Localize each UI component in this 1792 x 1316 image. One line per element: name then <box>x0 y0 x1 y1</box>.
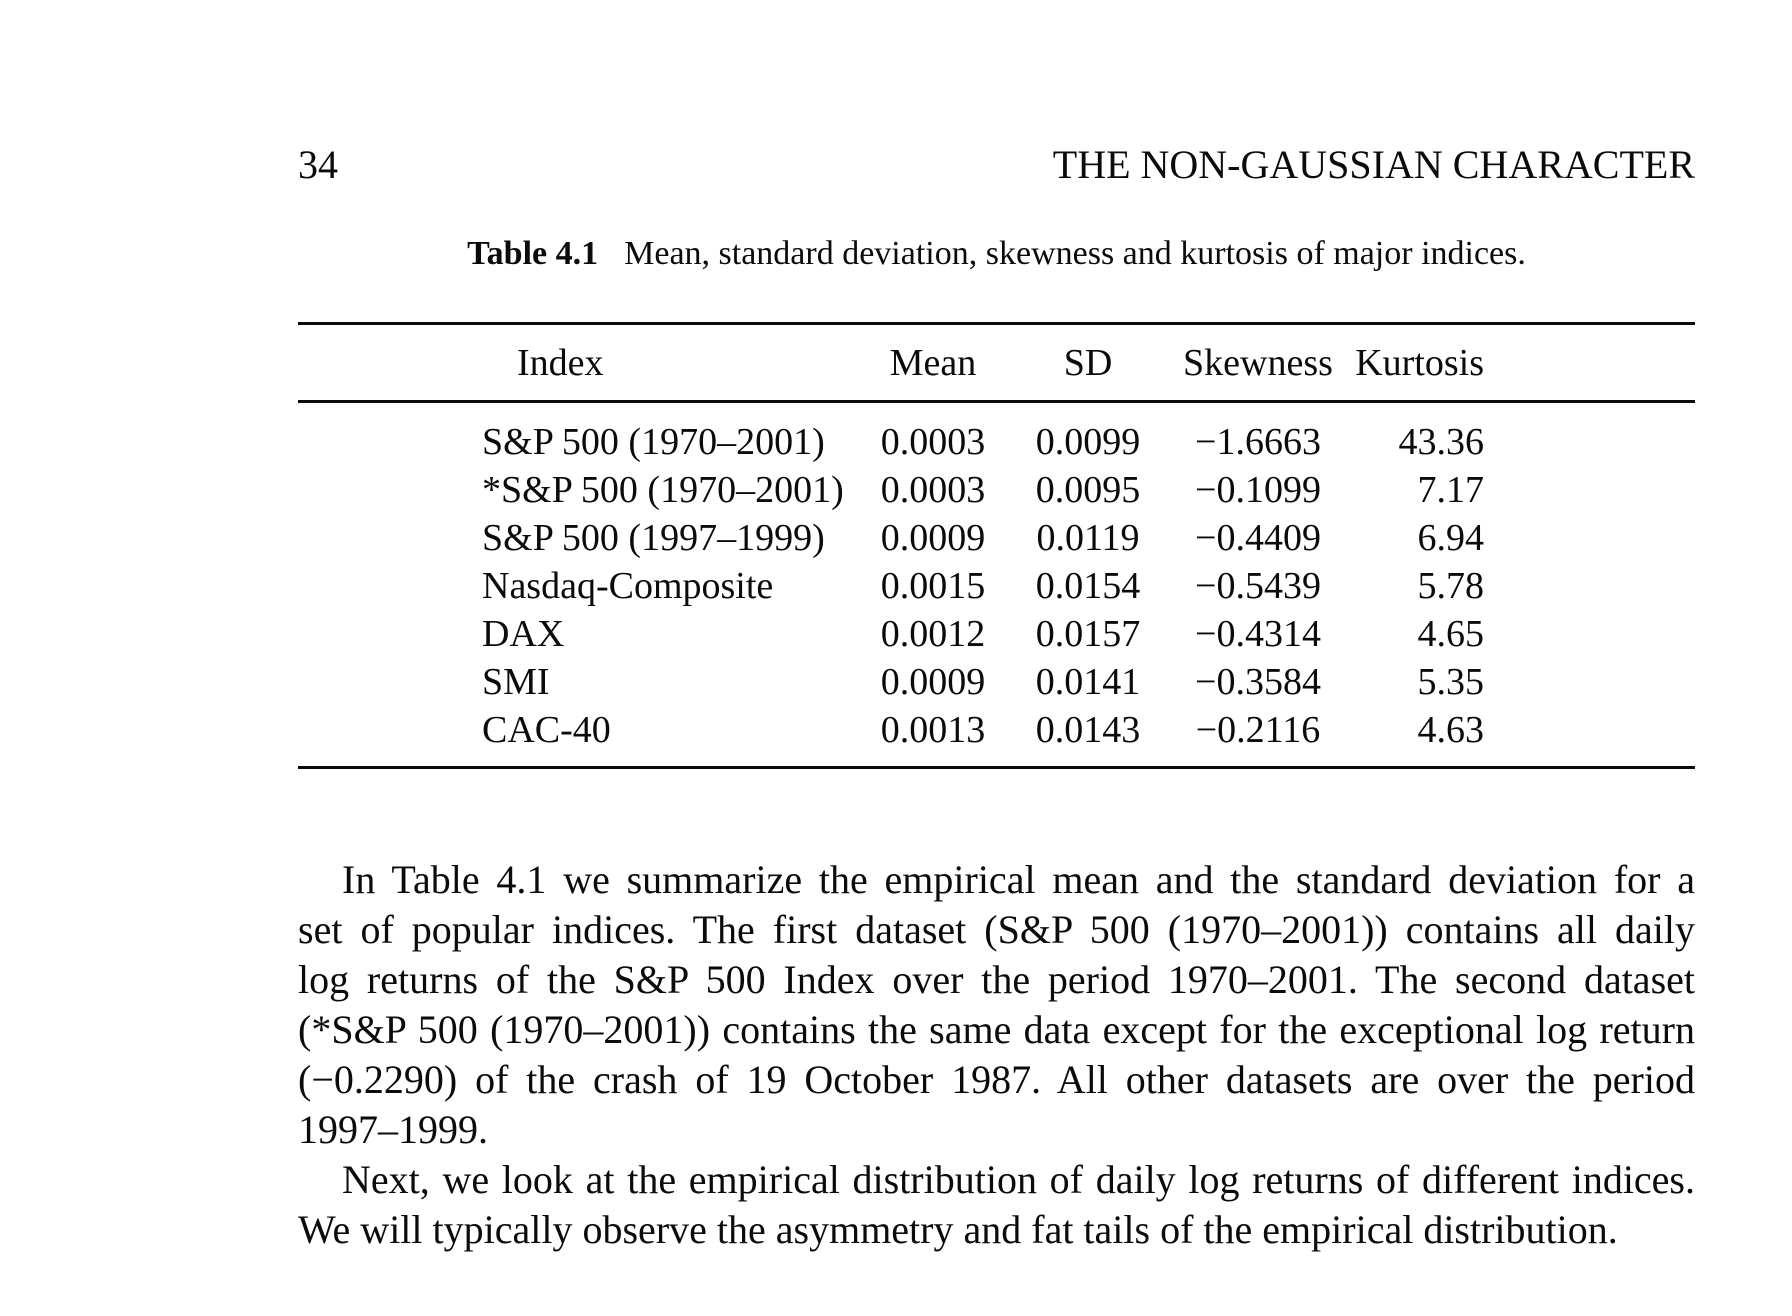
cell-kurtosis: 7.17 <box>1417 469 1484 511</box>
col-header-mean: Mean <box>858 324 1008 402</box>
cell-index: CAC-40 <box>482 709 611 751</box>
cell-skewness: −0.2116 <box>1195 709 1321 751</box>
cell-mean: 0.0003 <box>880 469 986 511</box>
cell-kurtosis: 4.65 <box>1417 613 1484 655</box>
cell-skewness: −0.1099 <box>1195 469 1321 511</box>
cell-mean: 0.0009 <box>880 517 986 559</box>
table-spacer-cell <box>1498 562 1695 610</box>
col-header-index: Index <box>298 324 858 402</box>
cell-index: SMI <box>482 661 550 703</box>
body-text <box>298 855 1695 1255</box>
cell-kurtosis: 6.94 <box>1417 517 1484 559</box>
text-line: (−0.2290) of the crash of 19 October 1987. All other datasets are over the period <box>298 1057 1695 1102</box>
table-spacer-cell <box>1498 706 1695 768</box>
cell-sd: 0.0154 <box>1035 565 1141 607</box>
page-number: 34 <box>298 142 338 187</box>
cell-sd: 0.0095 <box>1035 469 1141 511</box>
text-line: (*S&P 500 (1970–2001)) contains the same data except for the exceptional log return <box>298 1007 1695 1052</box>
cell-index: S&P 500 (1997–1999) <box>482 517 825 559</box>
cell-skewness: −0.5439 <box>1195 565 1321 607</box>
text-line: Next, we look at the empirical distribution of daily log returns of different indices. <box>342 1157 1695 1202</box>
cell-sd: 0.0099 <box>1035 421 1141 463</box>
table-row <box>298 658 1695 706</box>
table-spacer-cell <box>1498 658 1695 706</box>
cell-kurtosis: 4.63 <box>1417 709 1484 751</box>
cell-sd: 0.0119 <box>1036 517 1140 559</box>
cell-mean: 0.0003 <box>880 421 986 463</box>
table-row <box>298 402 1695 467</box>
cell-sd: 0.0141 <box>1035 661 1141 703</box>
col-header-sd: SD <box>1008 324 1168 402</box>
running-head: THE NON-GAUSSIAN CHARACTER <box>1052 142 1695 187</box>
table-row <box>298 466 1695 514</box>
cell-sd: 0.0157 <box>1035 613 1141 655</box>
cell-mean: 0.0012 <box>880 613 986 655</box>
table-spacer-cell <box>1498 514 1695 562</box>
table-caption-text: Mean, standard deviation, skewness and kurtosis of major indices. <box>624 235 1526 272</box>
cell-index: S&P 500 (1970–2001) <box>482 421 825 463</box>
cell-skewness: −0.4314 <box>1195 613 1321 655</box>
cell-skewness: −0.4409 <box>1195 517 1321 559</box>
cell-kurtosis: 5.78 <box>1417 565 1484 607</box>
text-line: We will typically observe the asymmetry and fat tails of the empirical distribution. <box>298 1207 1618 1252</box>
cell-kurtosis: 43.36 <box>1398 421 1484 463</box>
table-row <box>298 562 1695 610</box>
cell-index: *S&P 500 (1970–2001) <box>482 469 844 511</box>
text-line: 1997–1999. <box>298 1107 488 1152</box>
cell-mean: 0.0009 <box>880 661 986 703</box>
statistics-table <box>298 322 1695 769</box>
text-line: In Table 4.1 we summarize the empirical mean and the standard deviation for a <box>342 857 1695 902</box>
paragraph-1 <box>298 855 1695 1155</box>
paragraph-2 <box>298 1155 1695 1255</box>
cell-sd: 0.0143 <box>1035 709 1141 751</box>
table-spacer-cell <box>1498 466 1695 514</box>
table-caption <box>298 231 1695 277</box>
text-line: set of popular indices. The first dataset (S&P 500 (1970–2001)) contains all daily <box>298 907 1695 952</box>
cell-index: DAX <box>482 613 565 655</box>
col-header-skewness: Skewness <box>1168 324 1348 402</box>
statistics-table-wrapper <box>298 322 1695 769</box>
cell-kurtosis: 5.35 <box>1417 661 1484 703</box>
table-spacer-cell <box>1498 610 1695 658</box>
text-line: log returns of the S&P 500 Index over the period 1970–2001. The second dataset <box>298 957 1695 1002</box>
table-header-row <box>298 324 1695 402</box>
cell-mean: 0.0013 <box>880 709 986 751</box>
col-header-kurtosis: Kurtosis <box>1348 324 1498 402</box>
cell-skewness: −0.3584 <box>1195 661 1321 703</box>
table-spacer-cell <box>1498 324 1695 402</box>
table-row <box>298 610 1695 658</box>
cell-skewness: −1.6663 <box>1195 421 1321 463</box>
table-spacer-cell <box>1498 402 1695 467</box>
cell-index: Nasdaq-Composite <box>482 565 774 607</box>
table-row <box>298 514 1695 562</box>
table-row <box>298 706 1695 768</box>
table-caption-label: Table 4.1 <box>467 235 599 272</box>
cell-mean: 0.0015 <box>880 565 986 607</box>
page-header <box>298 141 1695 189</box>
